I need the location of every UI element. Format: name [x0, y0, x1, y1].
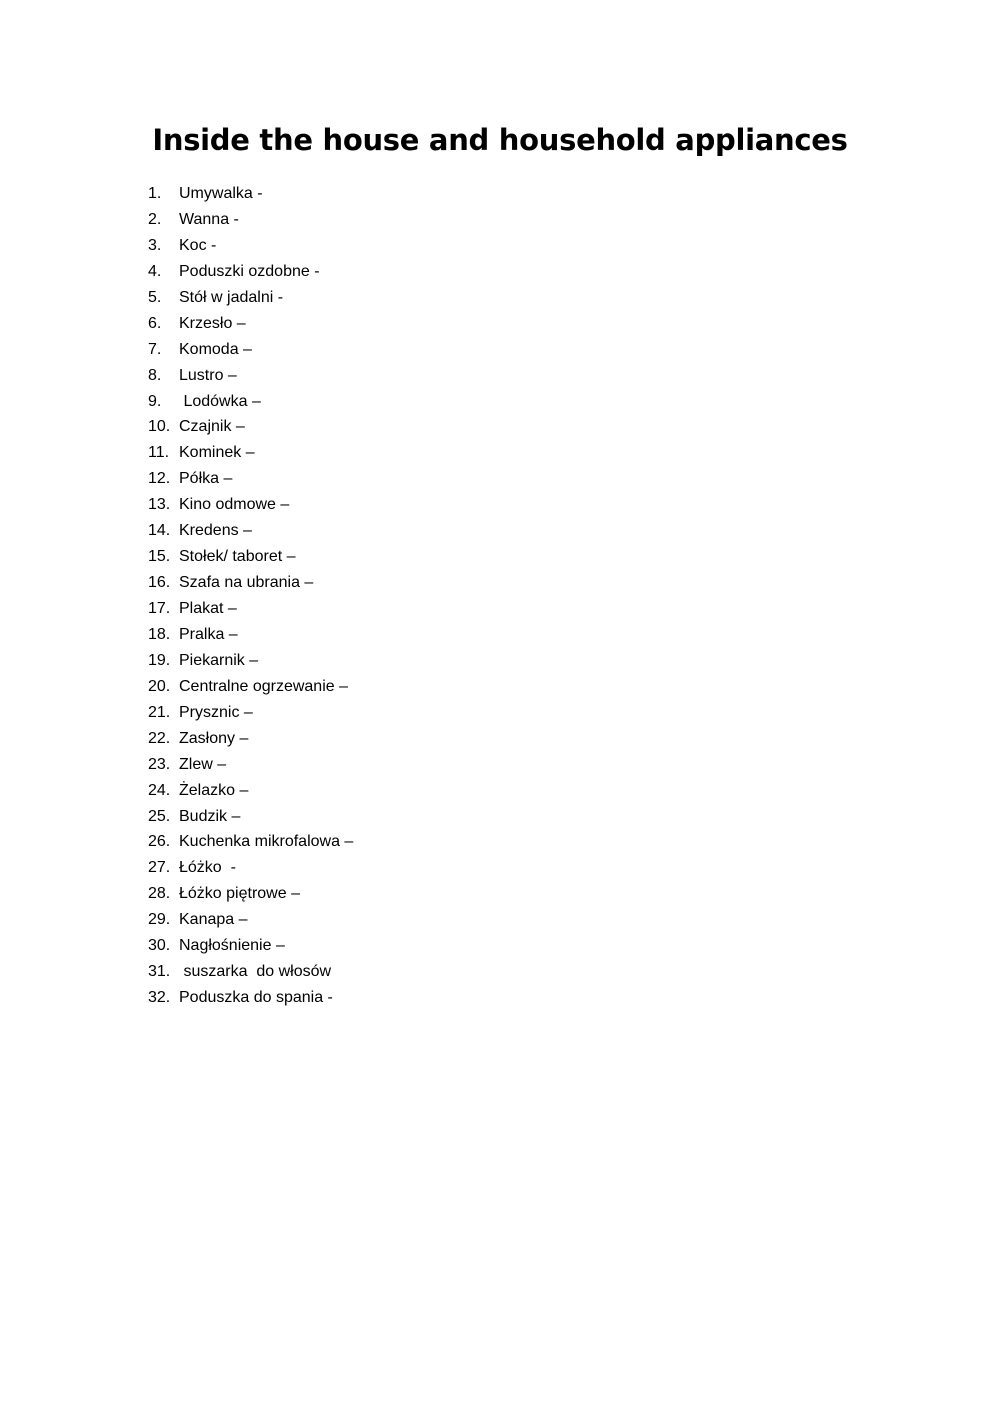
- list-item: [148, 674, 353, 700]
- item-text: Wanna -: [179, 210, 239, 228]
- item-number: 26.: [148, 833, 171, 851]
- list-item: [148, 985, 353, 1011]
- item-number: 24.: [148, 781, 171, 799]
- item-text: Kredens –: [179, 522, 252, 540]
- item-text: Poduszki ozdobne -: [179, 262, 320, 280]
- item-text: Budzik –: [179, 807, 241, 825]
- item-text: Zasłony –: [179, 729, 249, 747]
- item-text: Krzesło –: [179, 314, 246, 332]
- item-text: Półka –: [179, 470, 233, 488]
- list-item: [148, 648, 353, 674]
- item-text: Poduszka do spania -: [179, 989, 333, 1007]
- list-item: [148, 492, 353, 518]
- item-number: 14.: [148, 522, 171, 540]
- item-number: 28.: [148, 885, 171, 903]
- item-text: Zlew –: [179, 755, 227, 773]
- item-text: Stół w jadalni -: [179, 288, 284, 306]
- item-number: 9.: [148, 392, 162, 410]
- item-text: Żelazko –: [179, 781, 249, 799]
- item-number: 32.: [148, 989, 171, 1007]
- item-text: Czajnik –: [179, 418, 245, 436]
- item-text: Plakat –: [179, 600, 237, 617]
- item-number: 23.: [148, 755, 171, 773]
- list-item: [148, 181, 353, 207]
- list-item: [148, 596, 353, 622]
- item-text: Pralka –: [179, 625, 238, 643]
- item-number: 19.: [148, 651, 171, 669]
- list-item: [148, 959, 353, 985]
- list-item: [148, 907, 353, 933]
- list-item: [148, 518, 353, 544]
- list-item: [148, 726, 353, 752]
- item-number: 1.: [148, 185, 162, 202]
- list-item: [148, 829, 353, 855]
- item-text: Kanapa –: [179, 911, 248, 929]
- item-number: 15.: [148, 548, 171, 566]
- list-item: [148, 363, 353, 389]
- item-number: 8.: [148, 366, 162, 384]
- item-number: 29.: [148, 911, 171, 929]
- list-item: [148, 466, 353, 492]
- list-item: [148, 337, 353, 363]
- item-text: Łóżko -: [179, 859, 236, 877]
- list-item: [148, 804, 353, 830]
- list-item: [148, 414, 353, 440]
- item-number: 3.: [148, 236, 162, 254]
- list-item: [148, 700, 353, 726]
- item-number: 22.: [148, 729, 171, 747]
- list-item: [148, 570, 353, 596]
- item-number: 13.: [148, 496, 171, 514]
- list-item: [148, 881, 353, 907]
- item-number: 11.: [148, 444, 170, 462]
- list-item: [148, 933, 353, 959]
- list-item: [148, 778, 353, 804]
- item-text: Nagłośnienie –: [179, 937, 285, 955]
- item-number: 4.: [148, 262, 162, 280]
- list-item: [148, 233, 353, 259]
- list-item: [148, 389, 353, 415]
- item-text: Stołek/ taboret –: [179, 548, 296, 566]
- item-text: Piekarnik –: [179, 651, 259, 669]
- list-item: [148, 544, 353, 570]
- list-item: [148, 285, 353, 311]
- item-number: 7.: [148, 340, 162, 358]
- item-number: 25.: [148, 807, 171, 825]
- item-number: 17.: [148, 600, 171, 617]
- item-text: Kominek –: [179, 444, 255, 462]
- item-text: Kuchenka mikrofalowa –: [179, 833, 354, 851]
- list-item: [148, 259, 353, 285]
- item-text: Kino odmowe –: [179, 496, 290, 514]
- item-number: 18.: [148, 625, 171, 643]
- item-number: 30.: [148, 937, 171, 955]
- item-number: 16.: [148, 574, 171, 592]
- item-text: Lodówka –: [179, 392, 261, 410]
- list-item: [148, 622, 353, 648]
- list-item: [148, 440, 353, 466]
- item-text: Centralne ogrzewanie –: [179, 677, 348, 695]
- page-title: Inside the house and household appliances: [152, 123, 848, 157]
- item-number: 31.: [148, 963, 171, 981]
- item-text: Prysznic –: [179, 703, 253, 721]
- item-text: Komoda –: [179, 340, 252, 358]
- list-item: [148, 752, 353, 778]
- item-number: 12.: [148, 470, 171, 488]
- item-number: 5.: [148, 288, 162, 306]
- item-number: 2.: [148, 210, 162, 228]
- item-text: Łóżko piętrowe –: [179, 885, 300, 903]
- item-number: 21.: [148, 703, 171, 721]
- item-text: Szafa na ubrania –: [179, 574, 314, 592]
- item-text: Umywalka -: [179, 185, 263, 202]
- vocabulary-list: [148, 181, 353, 1011]
- item-text: Lustro –: [179, 366, 237, 384]
- item-text: suszarka do włosów: [179, 963, 332, 981]
- list-item: [148, 855, 353, 881]
- item-number: 20.: [148, 677, 171, 695]
- item-text: Koc -: [179, 236, 217, 254]
- item-number: 10.: [148, 418, 171, 436]
- item-number: 27.: [148, 859, 171, 877]
- item-number: 6.: [148, 314, 162, 332]
- list-item: [148, 207, 353, 233]
- list-item: [148, 311, 353, 337]
